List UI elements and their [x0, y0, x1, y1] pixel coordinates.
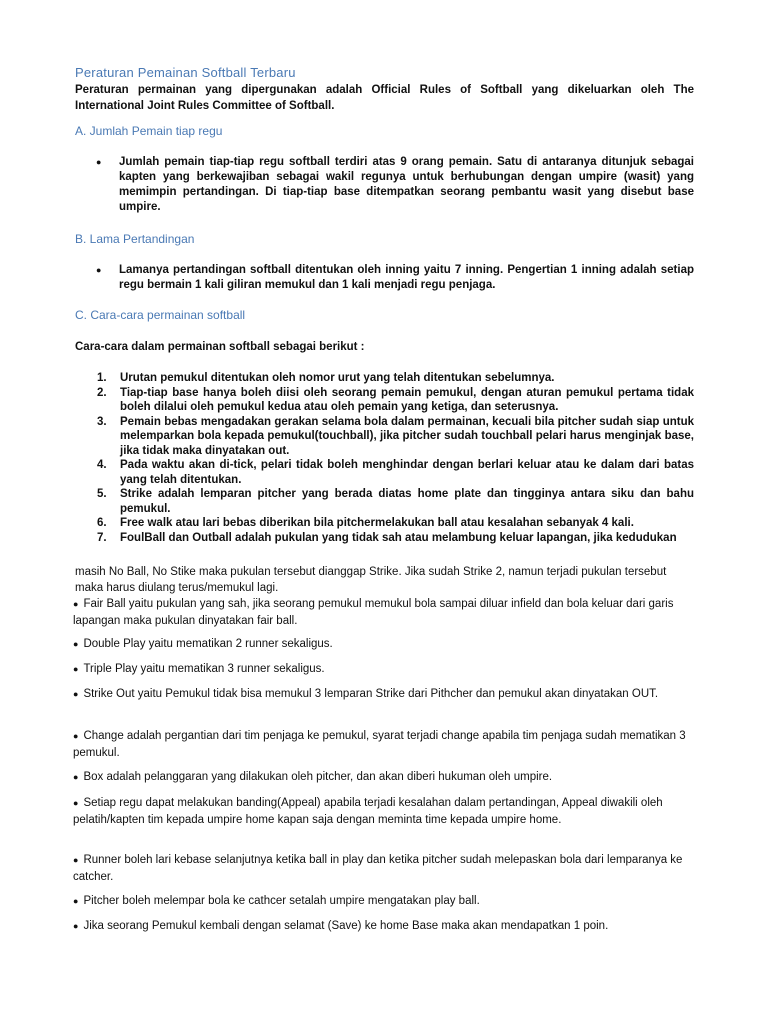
list-item: 3. Pemain bebas mengadakan gerakan selama bola dalam permainan, kecuali bila pitcher sudah siap untuk melemparkan bola kepada pemukul(touchball), jika pitcher sudah touchball pelari harus menginjak base, jika tidak maka dinyatakan out.: [97, 415, 694, 457]
list-item: 7. FoulBall dan Outball adalah pukulan yang tidak sah atau melambung keluar lapangan, jika kedudukan: [97, 531, 677, 544]
list-item: 5. Strike adalah lemparan pitcher yang berada diatas home plate dan tingginya antara siku dan bahu pemukul.: [97, 488, 694, 515]
bullet-icon: ●: [73, 731, 79, 741]
bullet-icon: ●: [73, 921, 79, 931]
bullet-item-save: ● Jika seorang Pemukul kembali dengan selamat (Save) ke home Base maka akan mendapatkan 1 poin.: [73, 920, 609, 932]
bullet-item-box: ● Box adalah pelanggaran yang dilakukan oleh pitcher, dan akan diberi hukuman oleh umpire.: [73, 771, 553, 783]
bullet-item-pitcher: ● Pitcher boleh melempar bola ke cathcer setalah umpire mengatakan play ball.: [73, 895, 480, 907]
section-a-heading: A. Jumlah Pemain tiap regu: [75, 124, 223, 138]
bullet-item-appeal: ● Setiap regu dapat melakukan banding(Appeal) apabila terjadi kesalahan dalam pertandingan, Appeal diwakili oleh pelatih/kapten tim kepada umpire home kapan saja dengan meminta time kepada umpire home.: [73, 797, 663, 826]
bullet-icon: ●: [73, 855, 79, 865]
bullet-icon: ●: [73, 639, 79, 649]
bullet-item-strike-out: ● Strike Out yaitu Pemukul tidak bisa memukul 3 lemparan Strike dari Pithcher dan pemukul akan dinyatakan OUT.: [73, 688, 659, 700]
intro-paragraph: Peraturan permainan yang dipergunakan adalah Official Rules of Softball yang dikeluarkan oleh The International Joint Rules Committee of Softball.: [75, 84, 694, 112]
bullet-item-runner: ● Runner boleh lari kebase selanjutnya ketika ball in play dan ketika pitcher sudah melepaskan bola dari lemparanya ke catcher.: [73, 854, 683, 883]
bullet-item-fair-ball: ● Fair Ball yaitu pukulan yang sah, jika seorang pemukul memukul bola sampai diluar infield dan bola keluar dari garis lapangan maka pukulan dinyatakan fair ball.: [73, 598, 674, 627]
bullet-icon: ●: [96, 157, 102, 167]
bullet-icon: ●: [73, 798, 79, 808]
section-c-heading: C. Cara-cara permainan softball: [75, 308, 246, 322]
bullet-icon: ●: [73, 772, 79, 782]
section-b-heading: B. Lama Pertandingan: [75, 232, 195, 246]
bullet-item-triple-play: ● Triple Play yaitu mematikan 3 runner sekaligus.: [73, 663, 325, 675]
section-c-lead: Cara-cara dalam permainan softball sebagai berikut :: [75, 341, 365, 353]
bullet-icon: ●: [73, 689, 79, 699]
bullet-icon: ●: [73, 896, 79, 906]
section-a-text: Jumlah pemain tiap-tiap regu softball terdiri atas 9 orang pemain. Satu di antaranya ditunjuk sebagai kapten yang berkewajiban sebagai wakil regunya untuk berhubungan dengan umpire (wasit) yang memimpin pertandingan. Di tiap-tiap base ditempatkan seorang pembantu wasit yang disebut base umpire.: [119, 156, 694, 213]
bullet-item-double-play: ● Double Play yaitu mematikan 2 runner sekaligus.: [73, 638, 333, 650]
list-item: 4. Pada waktu akan di-tick, pelari tidak boleh menghindar dengan berlari keluar atau ke dalam dari batas yang telah ditentukan.: [97, 459, 694, 486]
list-item: 2. Tiap-tiap base hanya boleh diisi oleh seorang pemain pemukul, dengan aturan pemukul pertama tidak boleh dilalui oleh pemukul kedua atau oleh pemain yang ketiga, dan seterusnya.: [97, 386, 694, 413]
section-b-text: Lamanya pertandingan softball ditentukan oleh inning yaitu 7 inning. Pengertian 1 inning adalah setiap regu bermain 1 kali giliran memukul dan 1 kali menjadi regu penjaga.: [119, 264, 694, 291]
list-item: 1. Urutan pemukul ditentukan oleh nomor urut yang telah ditentukan sebelumnya.: [97, 372, 555, 384]
bullet-icon: ●: [73, 599, 79, 609]
continuation-paragraph: masih No Ball, No Stike maka pukulan tersebut dianggap Strike. Jika sudah Strike 2, namun terjadi pukulan tersebut maka harus diulang terus/memukul lagi.: [75, 566, 667, 594]
bullet-item-change: ● Change adalah pergantian dari tim penjaga ke pemukul, syarat terjadi change apabila tim penjaga sudah mematikan 3 pemukul.: [73, 730, 686, 759]
numbered-list: [75, 371, 694, 545]
bullet-icon: ●: [73, 664, 79, 674]
list-item: 6. Free walk atau lari bebas diberikan bila pitchermelakukan ball atau kesalahan sebanyak 4 kali.: [97, 517, 634, 529]
bullet-icon: ●: [96, 265, 102, 275]
page-title: Peraturan Pemainan Softball Terbaru: [75, 65, 296, 80]
